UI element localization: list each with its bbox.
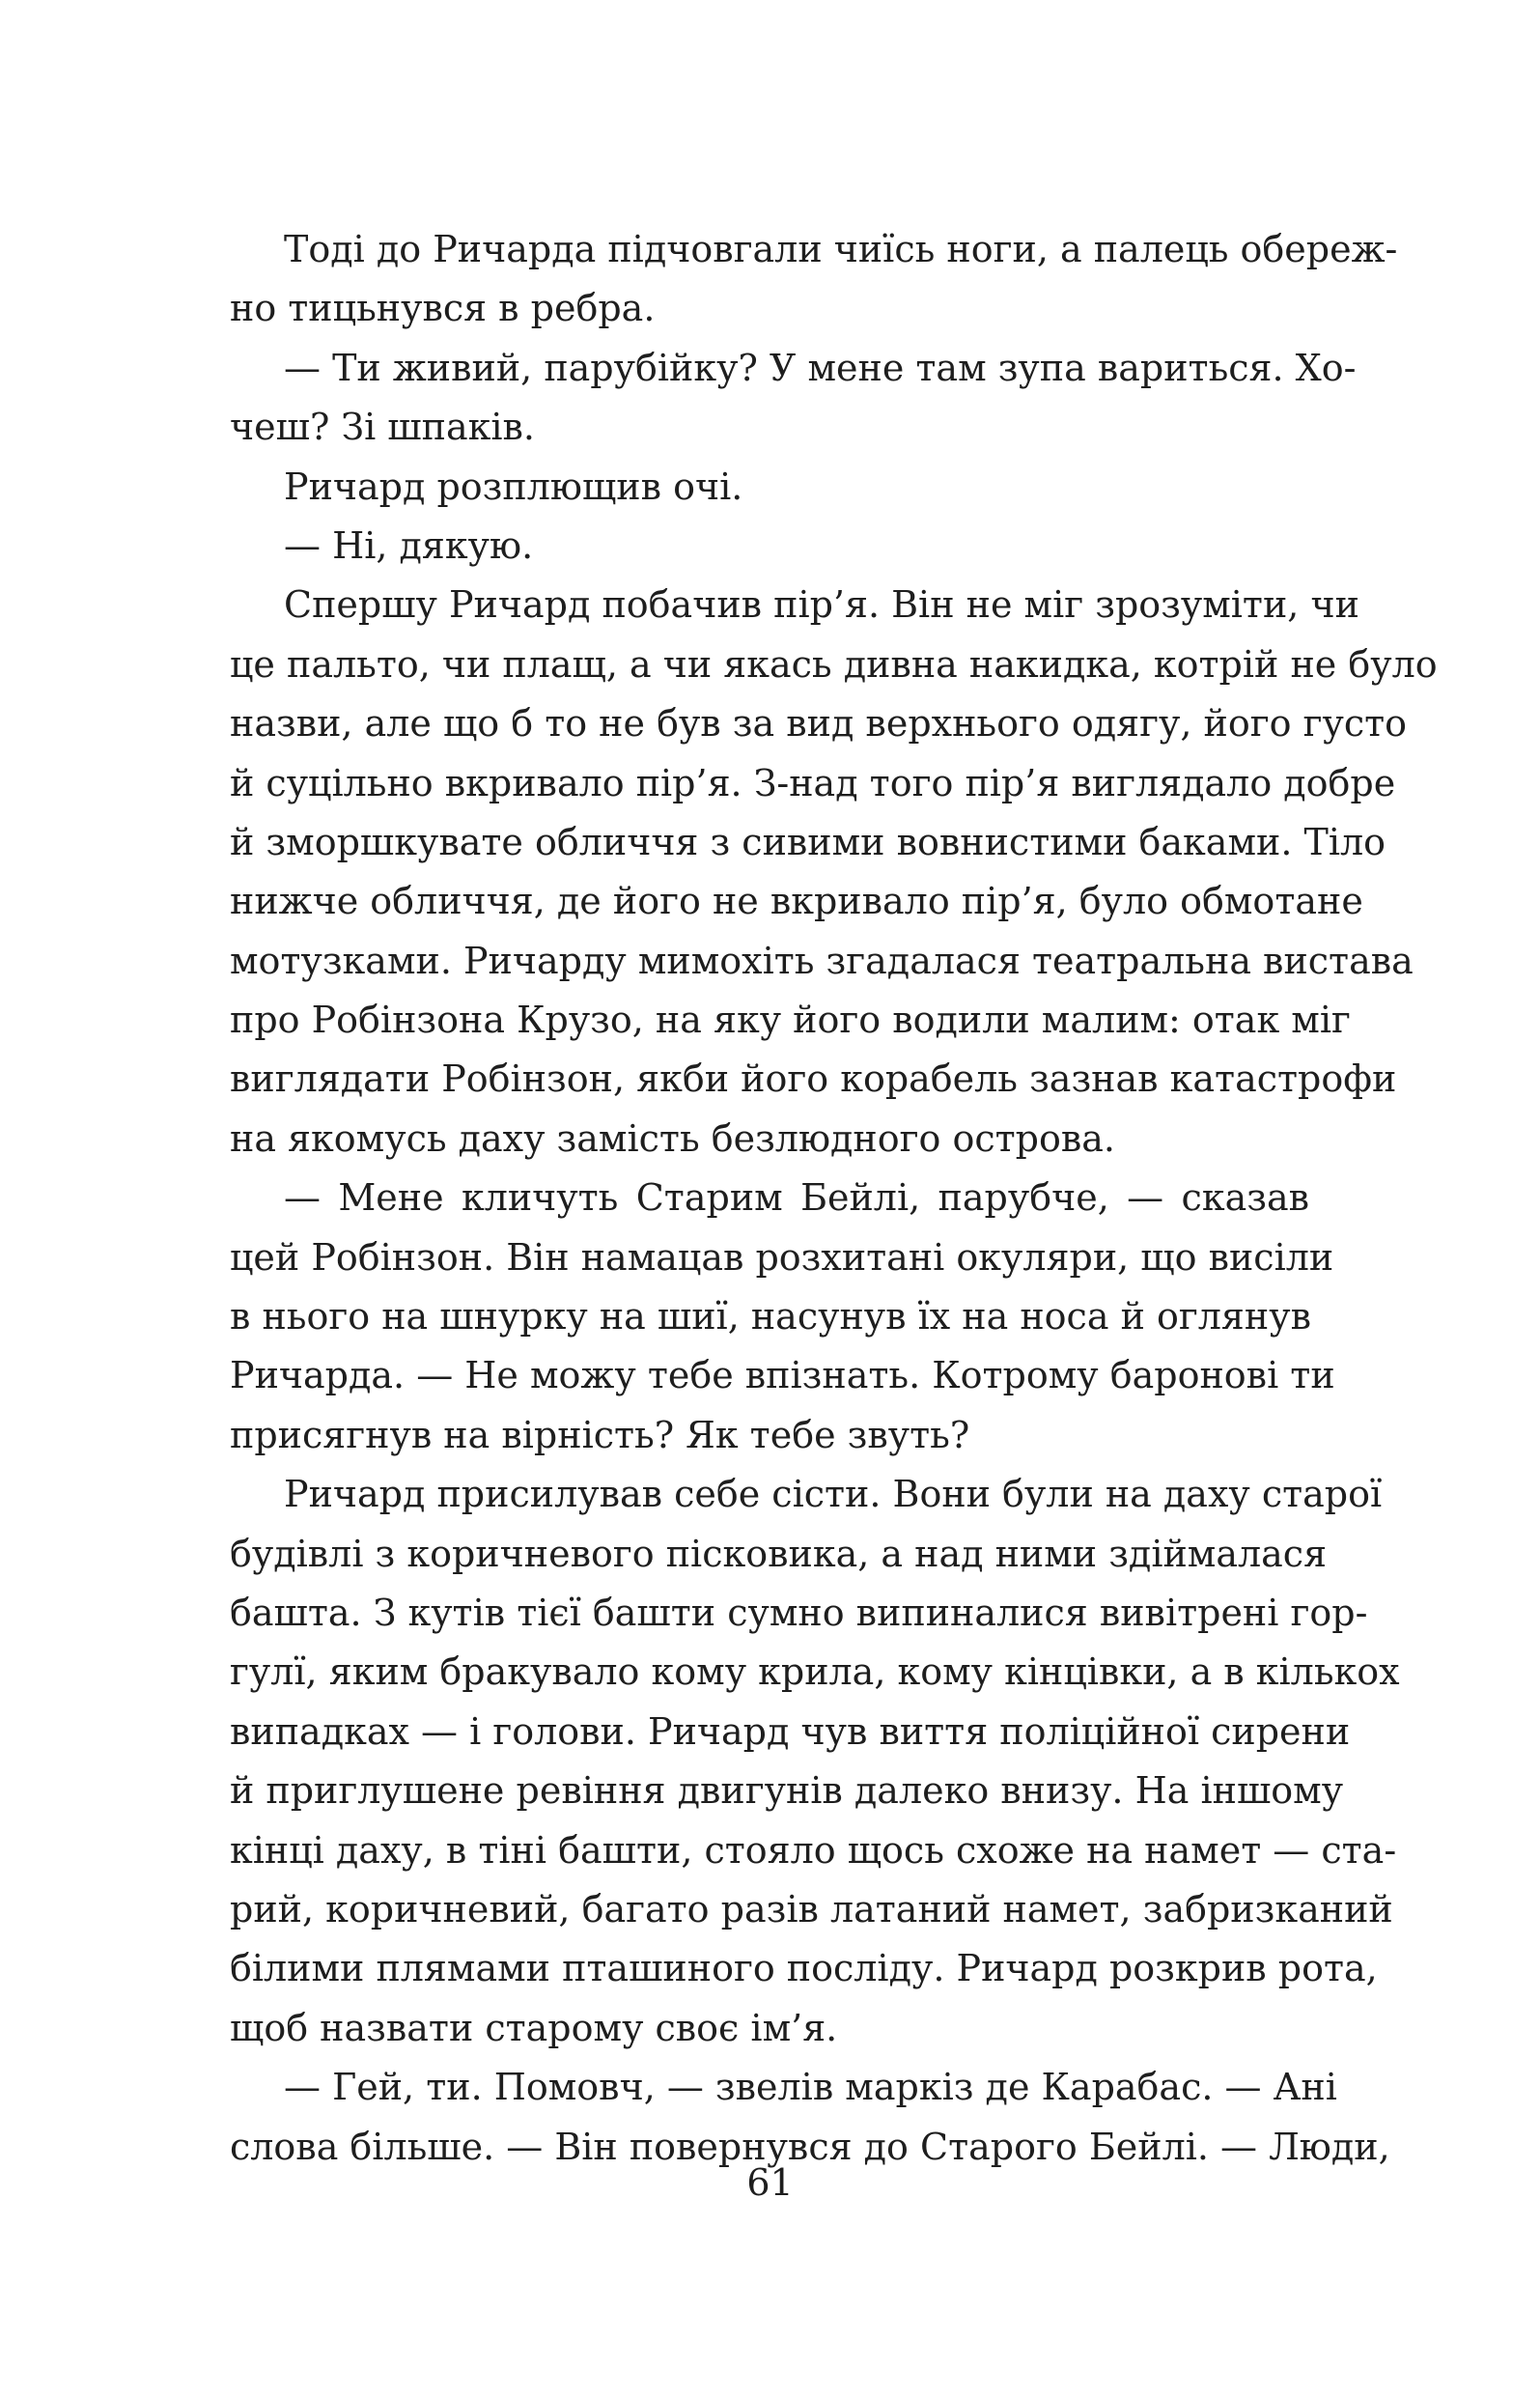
text-line: чеш? Зі шпаків. (230, 406, 535, 449)
text-line: — Гей, ти. Помовч, — звелів маркіз де Карабас. — Ані (284, 2066, 1337, 2109)
text-line: щоб назвати старому своє ім’я. (230, 2006, 838, 2049)
text-line: Ричарда. — Не можу тебе впізнать. Котрому баронові ти (230, 1354, 1335, 1397)
text-line: слова більше. — Він повернувся до Старого Бейлі. — Люди, (230, 2125, 1390, 2168)
text-line: білими плямами пташиного посліду. Ричард розкрив рота, (230, 1947, 1378, 1990)
text-line: це пальто, чи плащ, а чи якась дивна накидка, котрій не було (230, 642, 1438, 686)
text-line: Тоді до Ричарда підчовгали чиїсь ноги, а палець обереж- (284, 228, 1398, 270)
text-line: й суцільно вкривало пір’я. З-над того пір’я виглядало добре (230, 761, 1396, 804)
text-line: — Мене кличуть Старим Бейлі, парубче, — сказав (284, 1176, 1309, 1220)
text-line: нижче обличчя, де його не вкривало пір’я, було обмотане (230, 880, 1363, 923)
text-line: — Ти живий, парубійку? У мене там зупа вариться. Хо- (284, 346, 1357, 389)
text-line: Ричард розплющив очі. (284, 465, 743, 508)
text-line: на якомусь даху замість безлюдного острова. (230, 1116, 1116, 1160)
body-text (230, 220, 1438, 2177)
text-line: мотузками. Ричарду мимохіть згадалася театральна вистава (230, 939, 1414, 982)
text-line: цей Робінзон. Він намацав розхитані окуляри, що висіли (230, 1235, 1334, 1279)
text-line: Спершу Ричард побачив пір’я. Він не міг зрозуміти, чи (284, 583, 1359, 627)
text-line: — Ні, дякую. (284, 523, 534, 567)
text-line: кінці даху, в тіні башти, стояло щось схоже на намет — ста- (230, 1828, 1397, 1872)
text-line: Ричард присилував себе сісти. Вони були на даху старої (284, 1473, 1383, 1516)
text-line: башта. З кутів тієї башти сумно випиналися вивітрені гор- (230, 1591, 1368, 1634)
text-line: рий, коричневий, багато разів латаний намет, забризканий (230, 1887, 1393, 1931)
text-line: но тицьнувся в ребра. (230, 287, 656, 330)
text-line: й зморшкувате обличчя з сивими вовнистими баками. Тіло (230, 820, 1386, 863)
page-number: 61 (746, 2161, 794, 2204)
text-line: в нього на шнурку на шиї, насунув їх на носа й оглянув (230, 1295, 1311, 1339)
text-line: про Робінзона Крузо, на яку його водили малим: отак міг (230, 999, 1351, 1042)
text-line: виглядати Робінзон, якби його корабель зазнав катастрофи (230, 1057, 1397, 1101)
text-line: назви, але що б то не був за вид верхнього одягу, його густо (230, 702, 1408, 746)
text-line: випадках — і голови. Ричард чув виття поліційної сирени (230, 1709, 1351, 1753)
text-line: присягнув на вірність? Як тебе звуть? (230, 1413, 970, 1456)
text-line: гулї, яким бракувало кому крила, кому кінцівки, а в кількох (230, 1650, 1400, 1694)
text-line: й приглушене ревіння двигунів далеко внизу. На іншому (230, 1769, 1344, 1813)
text-line: будівлі з коричневого пісковика, а над ними здіймалася (230, 1532, 1328, 1575)
